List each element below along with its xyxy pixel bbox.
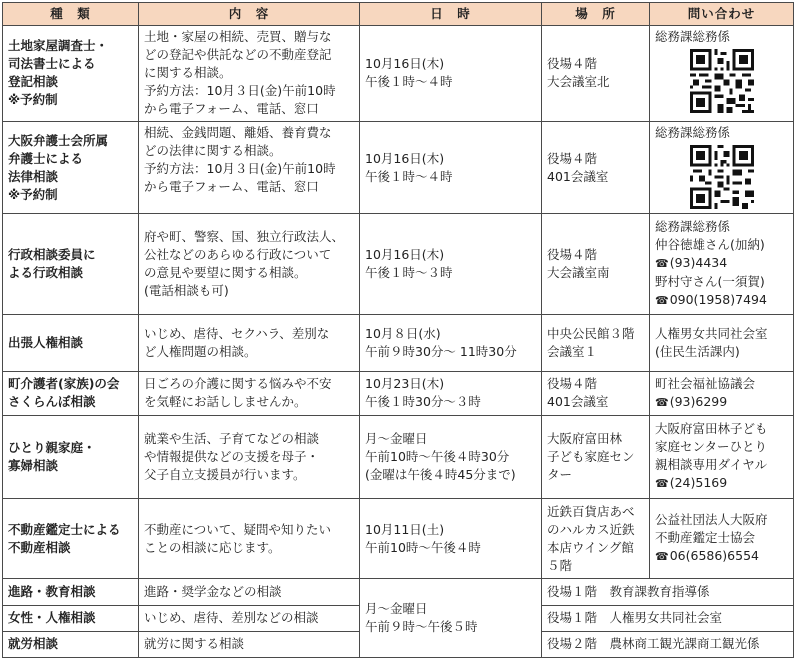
consult-type: 不動産鑑定士による 不動産相談 [3, 498, 139, 579]
header-content: 内 容 [139, 3, 360, 26]
table-row [3, 498, 794, 579]
table-row [3, 214, 794, 315]
consult-contact: 大阪府富田林子ども 家庭センターひとり 親相談専用ダイヤル ☎ (24)5169 [650, 416, 794, 499]
consult-content: 就労に関する相談 [139, 631, 360, 657]
consult-contact: 総務課総務係 仲谷徳雄さん(加納) ☎ (93)4434 野村守さん(一須賀) ☎ 090(1958)7494 [650, 214, 794, 315]
consult-contact: 公益社団法人大阪府 不動産鑑定士協会 ☎ 06(6586)6554 [650, 498, 794, 579]
consult-type: 町介護者(家族)の会 さくらんぼ相談 [3, 371, 139, 415]
consult-content: 就業や生活、子育てなどの相談 や情報提供などの支援を母子・ 父子自立支援員が行います。 [139, 416, 360, 499]
consult-content: 府や町、警察、国、独立行政法人、 公社などのあらゆる行政について の意見や要望に関する相談。 (電話相談も可) [139, 214, 360, 315]
consult-place-contact: 役場２階 農林商工観光課商工観光係 [542, 631, 794, 657]
consult-datetime: 10月16日(木) 午後１時～３時 [360, 214, 542, 315]
consult-content: 相続、金銭問題、離婚、養育費な どの法律に関する相談。 予約方法：10月３日(金)午前10時 から電子フォーム、電話、窓口 [139, 121, 360, 214]
consult-contact: 総務課総務係 [650, 26, 794, 122]
consult-content: いじめ、虐待、セクハラ、差別な ど人権問題の相談。 [139, 315, 360, 371]
qr-code-icon[interactable] [690, 145, 754, 209]
header-datetime: 日 時 [360, 3, 542, 26]
table-row [3, 579, 794, 605]
phone-number: ☎ (93)4434 [655, 254, 788, 273]
phone-number: ☎ 06(6586)6554 [655, 547, 788, 566]
table-row [3, 121, 794, 214]
phone-number: ☎ (24)5169 [655, 474, 788, 493]
consultation-table [2, 2, 794, 658]
table-row [3, 371, 794, 415]
consult-type: 大阪弁護士会所属 弁護士による 法律相談 ※予約制 [3, 121, 139, 214]
header-type: 種 類 [3, 3, 139, 26]
consult-place: 役場４階 401会議室 [542, 121, 650, 214]
consult-place: 役場４階 大会議室北 [542, 26, 650, 122]
consult-content: 進路・奨学金などの相談 [139, 579, 360, 605]
consult-place-contact: 役場１階 教育課教育指導係 [542, 579, 794, 605]
consult-content: 日ごろの介護に関する悩みや不安 を気軽にお話ししませんか。 [139, 371, 360, 415]
consult-datetime-shared: 月～金曜日 午前９時～午後５時 [360, 579, 542, 658]
consult-type: ひとり親家庭・ 寡婦相談 [3, 416, 139, 499]
consult-content: いじめ、虐待、差別などの相談 [139, 605, 360, 631]
consult-type: 行政相談委員に よる行政相談 [3, 214, 139, 315]
consult-place: 役場４階 大会議室南 [542, 214, 650, 315]
consult-datetime: 10月11日(土) 午前10時～午後４時 [360, 498, 542, 579]
consult-type: 進路・教育相談 [3, 579, 139, 605]
consult-place: 大阪府富田林 子ども家庭セン ター [542, 416, 650, 499]
phone-number: ☎ 090(1958)7494 [655, 291, 788, 310]
consult-datetime: 10月16日(木) 午後１時～４時 [360, 121, 542, 214]
consult-datetime: 10月８日(水) 午前９時30分～ 11時30分 [360, 315, 542, 371]
consult-place: 役場４階 401会議室 [542, 371, 650, 415]
consult-place: 中央公民館３階 会議室１ [542, 315, 650, 371]
qr-code-icon[interactable] [690, 49, 754, 113]
header-contact: 問い合わせ [650, 3, 794, 26]
consult-type: 就労相談 [3, 631, 139, 657]
phone-number: ☎ (93)6299 [655, 393, 788, 412]
table-row [3, 26, 794, 122]
consult-contact: 人権男女共同社会室 (住民生活課内) [650, 315, 794, 371]
table-header-row [3, 3, 794, 26]
consult-type: 女性・人権相談 [3, 605, 139, 631]
header-place: 場 所 [542, 3, 650, 26]
consult-content: 不動産について、疑問や知りたい ことの相談に応じます。 [139, 498, 360, 579]
consult-content: 土地・家屋の相続、売買、贈与な どの登記や供託などの不動産登記 に関する相談。 予約方法：10月３日(金)午前10時 から電子フォーム、電話、窓口 [139, 26, 360, 122]
consult-place: 近鉄百貨店あべ のハルカス近鉄 本店ウイング館 ５階 [542, 498, 650, 579]
consult-type: 土地家屋調査士・ 司法書士による 登記相談 ※予約制 [3, 26, 139, 122]
consult-contact: 総務課総務係 [650, 121, 794, 214]
consult-datetime: 10月16日(木) 午後１時～４時 [360, 26, 542, 122]
consult-datetime: 10月23日(木) 午後１時30分～３時 [360, 371, 542, 415]
consult-datetime: 月～金曜日 午前10時～午後４時30分 (金曜は午後４時45分まで) [360, 416, 542, 499]
table-row [3, 416, 794, 499]
consult-contact: 町社会福祉協議会 ☎ (93)6299 [650, 371, 794, 415]
consult-place-contact: 役場１階 人権男女共同社会室 [542, 605, 794, 631]
consult-type: 出張人権相談 [3, 315, 139, 371]
table-row [3, 315, 794, 371]
